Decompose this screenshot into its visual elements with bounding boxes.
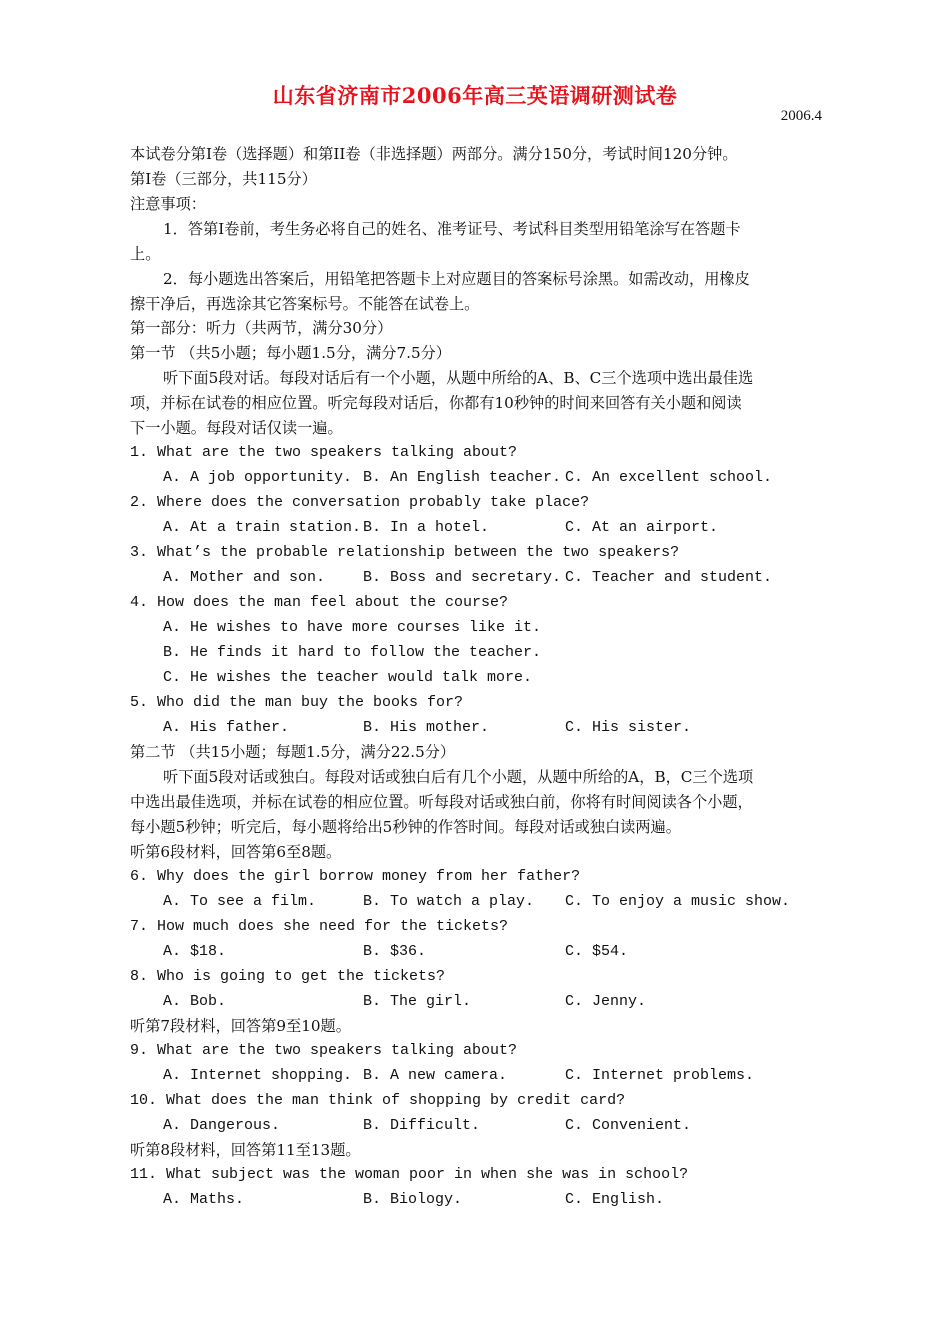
option-c[interactable]: C. To enjoy a music show. [565,893,791,910]
volume-heading: 第Ⅰ卷（三部分，共115分） [130,170,317,188]
option-a[interactable]: A. Maths. [163,1191,245,1208]
section2-instruction: 听下面5段对话或独白。每段对话或独白后有几个小题，从题中所给的A，B，C三个选项 [163,768,754,786]
exam-date: 2006.4 [780,108,822,124]
option-a[interactable]: A. $18. [163,943,227,960]
option-b[interactable]: B. To watch a play. [363,893,535,910]
option-a[interactable]: A. Internet shopping. [163,1067,353,1084]
question-stem: 3. What’s the probable relationship between the two speakers? [130,544,680,561]
note-1: 1．答第Ⅰ卷前，考生务必将自己的姓名、准考证号、考试科目类型用铅笔涂写在答题卡 [163,220,741,238]
option-b[interactable]: B. An English teacher. [363,469,562,486]
option-b[interactable]: B. He finds it hard to follow the teacher. [163,644,542,661]
option-a[interactable]: A. His father. [163,719,290,736]
question-stem: 10. What does the man think of shopping by credit card? [130,1092,626,1109]
option-c[interactable]: C. Internet problems. [565,1067,755,1084]
option-b[interactable]: B. Biology. [363,1191,463,1208]
option-b[interactable]: B. $36. [363,943,427,960]
question-options [163,942,823,962]
section1-heading: 第一节 （共5小题；每小题1.5分，满分7.5分） [130,344,451,362]
option-b[interactable]: B. In a hotel. [363,519,490,536]
question-options [163,518,823,538]
option-c[interactable]: C. Jenny. [565,993,647,1010]
section1-instruction: 听下面5段对话。每段对话后有一个小题，从题中所给的A、B、C三个选项中选出最佳选 [163,369,754,387]
question-options [163,992,823,1012]
option-c[interactable]: C. Teacher and student. [565,569,773,586]
option-c[interactable]: C. English. [565,1191,665,1208]
section1-instruction-cont: 下一小题。每段对话仅读一遍。 [130,419,343,437]
section1-instruction-cont: 项，并标在试卷的相应位置。听完每段对话后，你都有10秒钟的时间来回答有关小题和阅读 [130,394,742,412]
option-c[interactable]: C. He wishes the teacher would talk more. [163,669,533,686]
option-a[interactable]: A. Dangerous. [163,1117,281,1134]
question-options [163,568,823,588]
question-options [163,1116,823,1136]
option-b[interactable]: B. A new camera. [363,1067,508,1084]
question-stem: 1. What are the two speakers talking about? [130,444,518,461]
question-options [163,468,823,488]
option-a[interactable]: A. To see a film. [163,893,317,910]
question-options [163,1190,823,1210]
page-title: 山东省济南市2006年高三英语调研测试卷 [272,83,678,108]
section2-instruction-cont: 每小题5秒钟；听完后，每小题将给出5秒钟的作答时间。每段对话或独白读两遍。 [130,818,681,836]
notes-heading: 注意事项： [130,195,206,213]
question-options [163,1066,823,1086]
question-stem: 4. How does the man feel about the course? [130,594,509,611]
option-a[interactable]: A. Bob. [163,993,227,1010]
question-stem: 5. Who did the man buy the books for? [130,694,464,711]
option-c[interactable]: C. At an airport. [565,519,719,536]
question-stem: 8. Who is going to get the tickets? [130,968,446,985]
intro-line: 本试卷分第Ⅰ卷（选择题）和第II卷（非选择题）两部分。满分150分，考试时间120分钟。 [130,145,738,163]
option-c[interactable]: C. An excellent school. [565,469,773,486]
option-a[interactable]: A. He wishes to have more courses like it. [163,619,542,636]
option-b[interactable]: B. The girl. [363,993,472,1010]
question-stem: 9. What are the two speakers talking about? [130,1042,518,1059]
material-heading: 听第7段材料，回答第9至10题。 [130,1017,351,1035]
material-heading: 听第6段材料，回答第6至8题。 [130,843,342,861]
option-c[interactable]: C. Convenient. [565,1117,692,1134]
part1-heading: 第一部分：听力（共两节，满分30分） [130,319,393,337]
section2-heading: 第二节 （共15小题；每题1.5分，满分22.5分） [130,743,456,761]
option-a[interactable]: A. At a train station. [163,519,362,536]
option-a[interactable]: A. Mother and son. [163,569,326,586]
question-options [163,892,823,912]
note-2: 2．每小题选出答案后，用铅笔把答题卡上对应题目的答案标号涂黑。如需改动，用橡皮 [163,270,750,288]
note-1-cont: 上。 [130,245,161,263]
option-c[interactable]: C. $54. [565,943,629,960]
option-a[interactable]: A. A job opportunity. [163,469,353,486]
question-stem: 11. What subject was the woman poor in when she was in school? [130,1166,689,1183]
option-b[interactable]: B. Boss and secretary. [363,569,562,586]
section2-instruction-cont: 中选出最佳选项，并标在试卷的相应位置。听每段对话或独白前，你将有时间阅读各个小题， [130,793,753,811]
option-b[interactable]: B. Difficult. [363,1117,481,1134]
question-stem: 6. Why does the girl borrow money from her father? [130,868,581,885]
question-stem: 2. Where does the conversation probably take place? [130,494,590,511]
option-c[interactable]: C. His sister. [565,719,692,736]
question-options [163,718,823,738]
option-b[interactable]: B. His mother. [363,719,490,736]
note-2-cont: 擦干净后，再选涂其它答案标号。不能答在试卷上。 [130,295,480,313]
question-stem: 7. How much does she need for the tickets? [130,918,509,935]
material-heading: 听第8段材料，回答第11至13题。 [130,1141,361,1159]
